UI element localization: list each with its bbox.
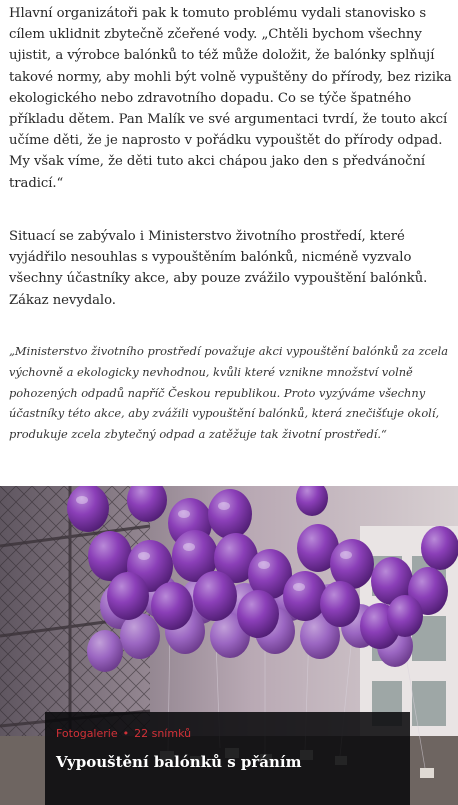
article-paragraph: Hlavní organizátoři pak k tomuto problému vydali stanovisko s cílem uklidnit zbytečně zčeřené vody. „Chtěli bychom všechny ujistit, a výrobce balónků to též může doložit, že balónky splňují takové normy, aby mohli být volně vypuštěny do přírody, bez rizika ekologického nebo zdravotního dopadu. Co se týče špatného příkladu dětem. Pan Malík ve své argumentaci tvrdí, že touto akcí učíme děti, že je naprosto v pořádku vypouštět do přírody odpad. My však víme, že děti tuto akci chápou jako den s předvánoční tradicí.“ [9,6,452,191]
gallery-category: Fotogalerie [56,727,118,740]
article-paragraph: Situací se zabývalo i Ministerstvo životního prostředí, které vyjádřilo nesouhlas s vypouštěním balónků, nicméně vyzvalo všechny účastníky akce, aby pouze zvážilo vypouštění balónků. Zákaz nevydalo. [9,229,428,308]
gallery-title[interactable]: Vypouštění balónků s přáním [56,753,302,771]
photo-count: 22 snímků [134,727,192,740]
gallery-meta [56,727,191,741]
gallery-caption[interactable] [45,712,410,805]
meta-separator: • [122,727,130,740]
ministry-quote: „Ministerstvo životního prostředí považuje akci vypouštění balónků za zcela výchovně a ekologicky nevhodnou, kvůli které vznikne množství volně pohozených odpadů napříč Českou republikou. Proto vyzýváme všechny účastníky této akce, aby zvážili vypouštění balónků, která znečišťuje okolí, produkuje zcela zbytečný odpad a zatěžuje tak životní prostředí.“ [9,344,449,442]
